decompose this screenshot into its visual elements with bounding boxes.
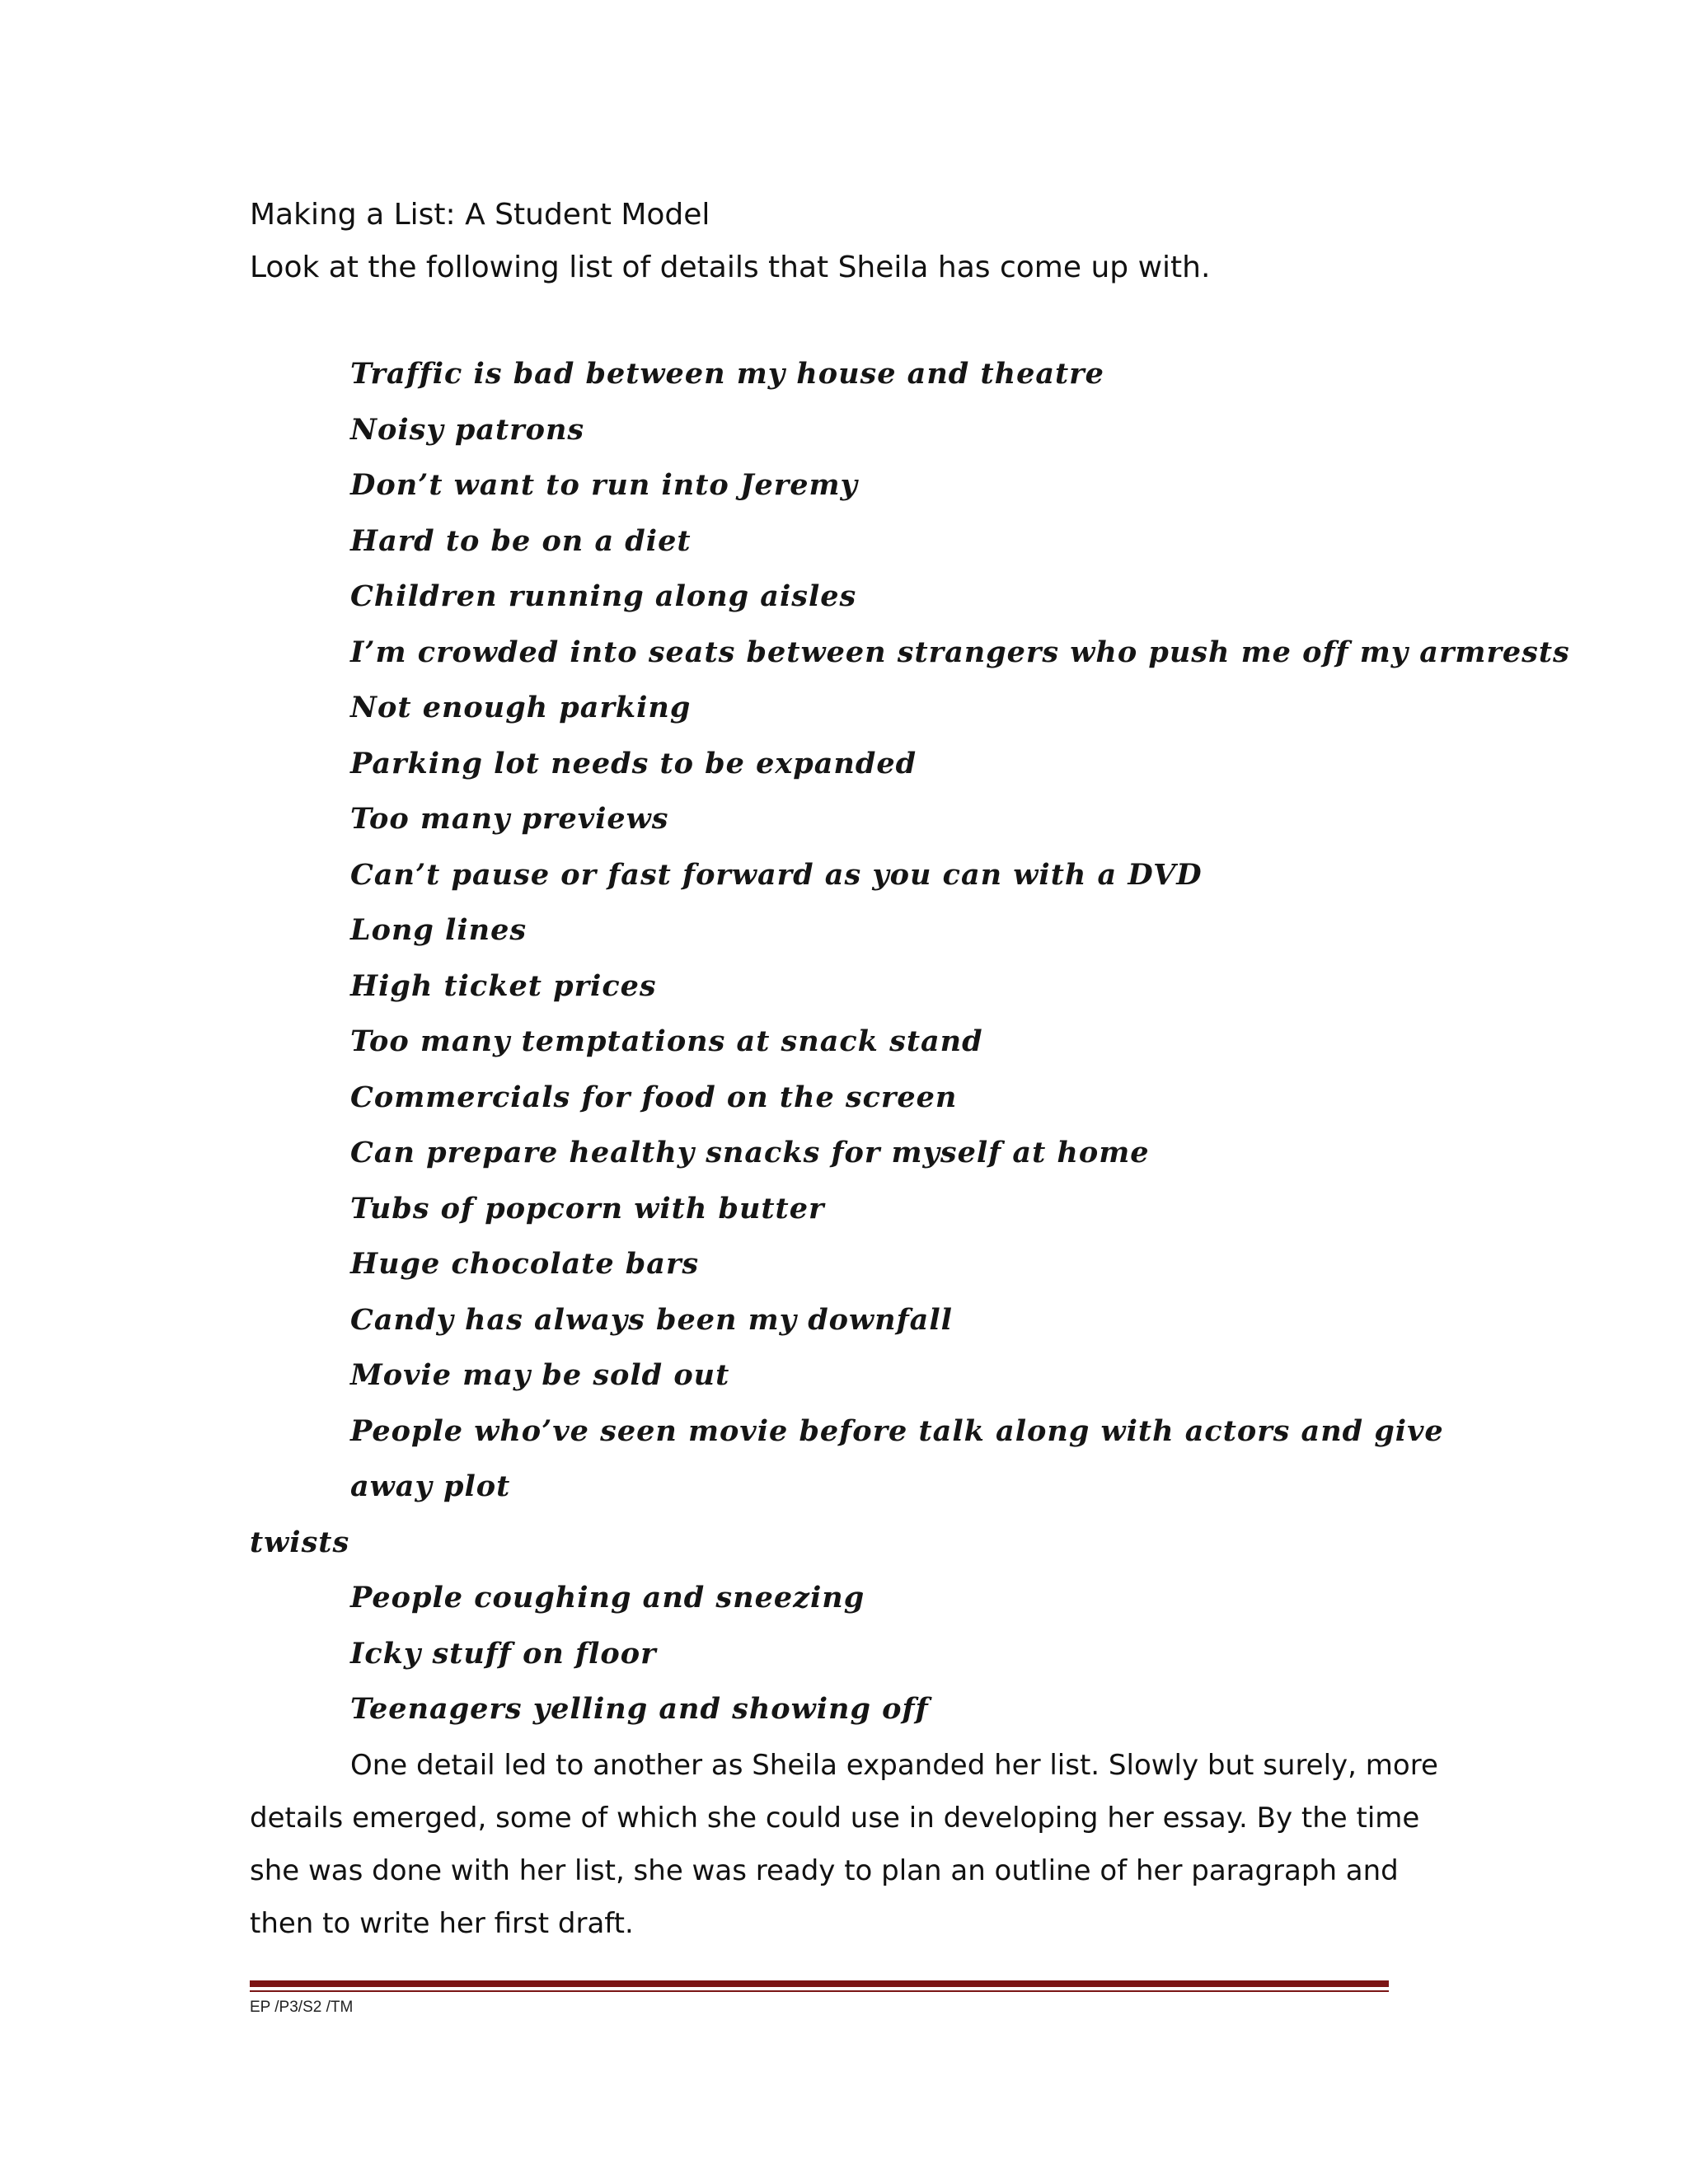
details-list <box>250 346 1570 1737</box>
list-item: Icky stuff on floor <box>350 1636 657 1671</box>
footer-code: EP /P3/S2 /TM <box>250 1999 354 2016</box>
list-item: Don’t want to run into Jeremy <box>350 468 858 502</box>
list-item: Too many temptations at snack stand <box>350 1024 983 1058</box>
footer-rule-thin <box>250 1990 1389 1992</box>
list-item: Commercials for food on the screen <box>350 1080 958 1114</box>
list-item: Teenagers yelling and showing off <box>350 1692 929 1726</box>
list-item: Traffic is bad between my house and theatre <box>350 357 1104 391</box>
footer-rule-thick <box>250 1980 1389 1987</box>
list-item: I’m crowded into seats between strangers who push me off my armrests <box>350 635 1570 669</box>
list-item: Can’t pause or fast forward as you can with a DVD <box>350 857 1203 892</box>
list-item: Too many previews <box>350 802 669 836</box>
list-item: Noisy patrons <box>350 412 585 447</box>
list-item: People coughing and sneezing <box>350 1581 865 1615</box>
list-item: Not enough parking <box>350 691 692 724</box>
list-item: High ticket prices <box>350 968 657 1003</box>
list-item-wrapped <box>250 1404 1445 1571</box>
list-item: Candy has always been my downfall <box>350 1302 953 1337</box>
list-item: Can prepare healthy snacks for myself at home <box>350 1136 1150 1169</box>
list-item: Children running along aisles <box>350 579 857 613</box>
closing-paragraph: One detail led to another as Sheila expanded her list. Slowly but surely, more details emerged, some of which she could use in developing her essay. By the time she was done with her list, she was ready to plan an outline of her paragraph and then to write her first draft. <box>250 1749 1438 1940</box>
list-item: Movie may be sold out <box>350 1358 730 1392</box>
intro-sentence: Look at the following list of details that Sheila has come up with. <box>250 251 1211 284</box>
list-item-text: People who’ve seen movie before talk along with actors and give away plot <box>350 1413 1444 1503</box>
list-item: Hard to be on a diet <box>350 523 692 558</box>
page-title: Making a List: A Student Model <box>250 198 710 232</box>
list-item-continuation: twists <box>250 1525 350 1559</box>
list-item: Tubs of popcorn with butter <box>350 1191 825 1226</box>
list-item: Huge chocolate bars <box>350 1247 700 1281</box>
list-item: Long lines <box>350 913 528 947</box>
list-item: Parking lot needs to be expanded <box>350 746 917 780</box>
